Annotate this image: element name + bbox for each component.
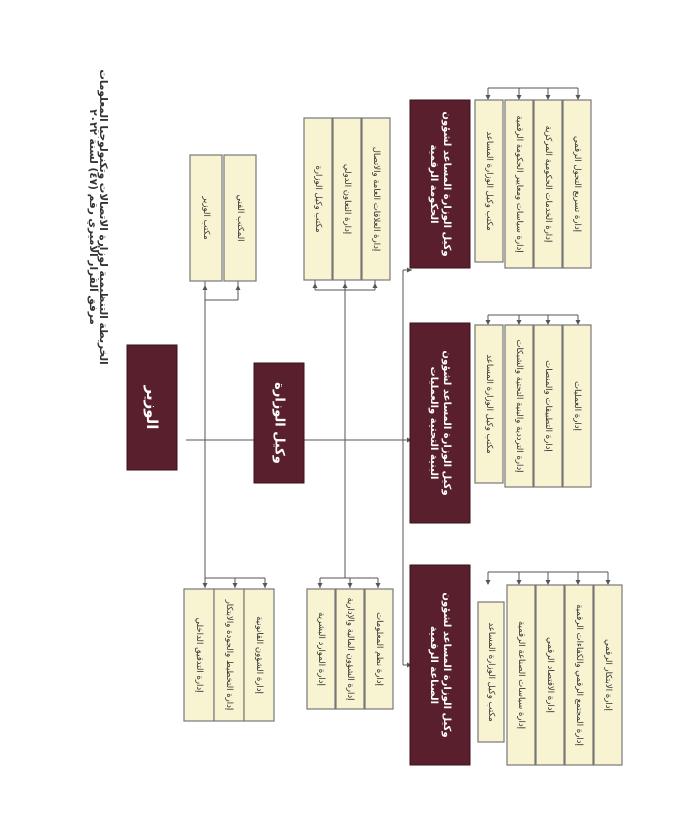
arrowhead — [343, 283, 348, 288]
under-dept-3-label: إدارة نظم المعلومات — [374, 612, 384, 686]
arrowhead — [313, 283, 318, 288]
arrowhead — [606, 580, 611, 585]
assistant-1-office-label: مكتب وكيل الوزارة المساعد — [484, 131, 494, 231]
assistant-2-dept-1-label: إدارة الترددية والبنية التحتية والشبكات — [514, 339, 524, 473]
assistant-1-dept-3-label: إدارة تسريع التحول الرقمي — [572, 136, 582, 232]
assistant-3-dept-3-label: إدارة المجتمع الرقمي والكفاءات الرقمية — [574, 604, 584, 746]
arrowhead — [576, 95, 581, 100]
arrowhead — [348, 583, 353, 588]
minister-dept-3-label: إدارة الشؤون القانونية — [254, 616, 264, 694]
arrowhead — [517, 320, 522, 325]
under-dept-1-label: إدارة الموارد البشرية — [316, 612, 326, 686]
arrowhead — [517, 95, 522, 100]
assistant-2-box — [410, 323, 470, 523]
header-line1: مرفق القرار الأميري رقم (٤٧) لسنة ٢٠٢٢ — [87, 109, 99, 325]
arrowhead — [373, 283, 378, 288]
under-office-3-label: إدارة العلاقات العامة والاتصال — [371, 146, 381, 252]
arrowhead — [576, 580, 581, 585]
arrowhead — [263, 583, 268, 588]
arrowhead — [546, 580, 551, 585]
assistant-2-dept-2-label: إدارة التطبيقات والمنصات — [543, 360, 553, 452]
arrowhead — [203, 583, 208, 588]
arrowhead — [546, 95, 551, 100]
arrowhead — [546, 320, 551, 325]
assistant-2-office-label: مكتب وكيل الوزارة المساعد — [484, 354, 494, 454]
header-line2: الخريطة التنظيمية لوزارة الاتصالات وتكنولوجيا المعلومات — [97, 69, 109, 365]
assistant-1-box — [410, 100, 470, 268]
arrowhead — [233, 583, 238, 588]
arrowhead — [203, 285, 208, 290]
undersecretary-box-label: وكيل الوزارة — [271, 382, 287, 464]
minister-box-label: الوزير — [143, 385, 161, 430]
assistant-3-dept-4-label: إدارة الابتكار الرقمي — [603, 639, 613, 711]
minister-dept-2-label: إدارة التخطيط والجودة والابتكار — [224, 599, 234, 711]
assistant-3-box — [410, 565, 470, 765]
assistant-2-dept-3-label: إدارة العمليات — [572, 381, 582, 431]
assistant-1-dept-2-label: إدارة الخدمات الحكومية المركزية — [543, 125, 553, 243]
minister-office-1-label: مكتب الوزير — [201, 196, 211, 240]
under-office-2-label: إدارة التعاون الدولي — [342, 163, 352, 235]
arrowhead — [376, 583, 381, 588]
arrowhead — [318, 583, 323, 588]
assistant-1-box-label: وكيل الوزارة المساعد لشؤونالحكومة الرقمية — [428, 111, 452, 257]
assistant-3-dept-2-label: إدارة الاقتصاد الرقمي — [545, 637, 555, 713]
assistant-3-box-label: وكيل الوزارة المساعد لشؤونالصناعة الرقمية — [428, 592, 452, 738]
arrowhead — [576, 320, 581, 325]
minister-office-2-label: المكتب الفني — [235, 194, 245, 242]
assistant-3-dept-1-label: إدارة سياسات الصناعة الرقمية — [516, 620, 526, 730]
assistant-2-box-label: وكيل الوزارة المساعد لشؤونالبنية التحتية والعمليات — [428, 350, 452, 496]
under-office-1-label: مكتب وكيل الوزارة — [313, 165, 323, 233]
arrowhead — [486, 320, 491, 325]
arrowhead — [486, 580, 491, 585]
arrowhead — [517, 580, 522, 585]
under-dept-2-label: إدارة الشؤون المالية والإدارية — [345, 597, 355, 701]
minister-dept-1-label: إدارة التدقيق الداخلي — [194, 617, 204, 693]
assistant-1-dept-1-label: إدارة سياسات ومعايير الحكومة الرقمية — [514, 115, 524, 253]
arrowhead — [486, 95, 491, 100]
assistant-3-office-label: مكتب وكيل الوزارة المساعد — [486, 622, 496, 722]
